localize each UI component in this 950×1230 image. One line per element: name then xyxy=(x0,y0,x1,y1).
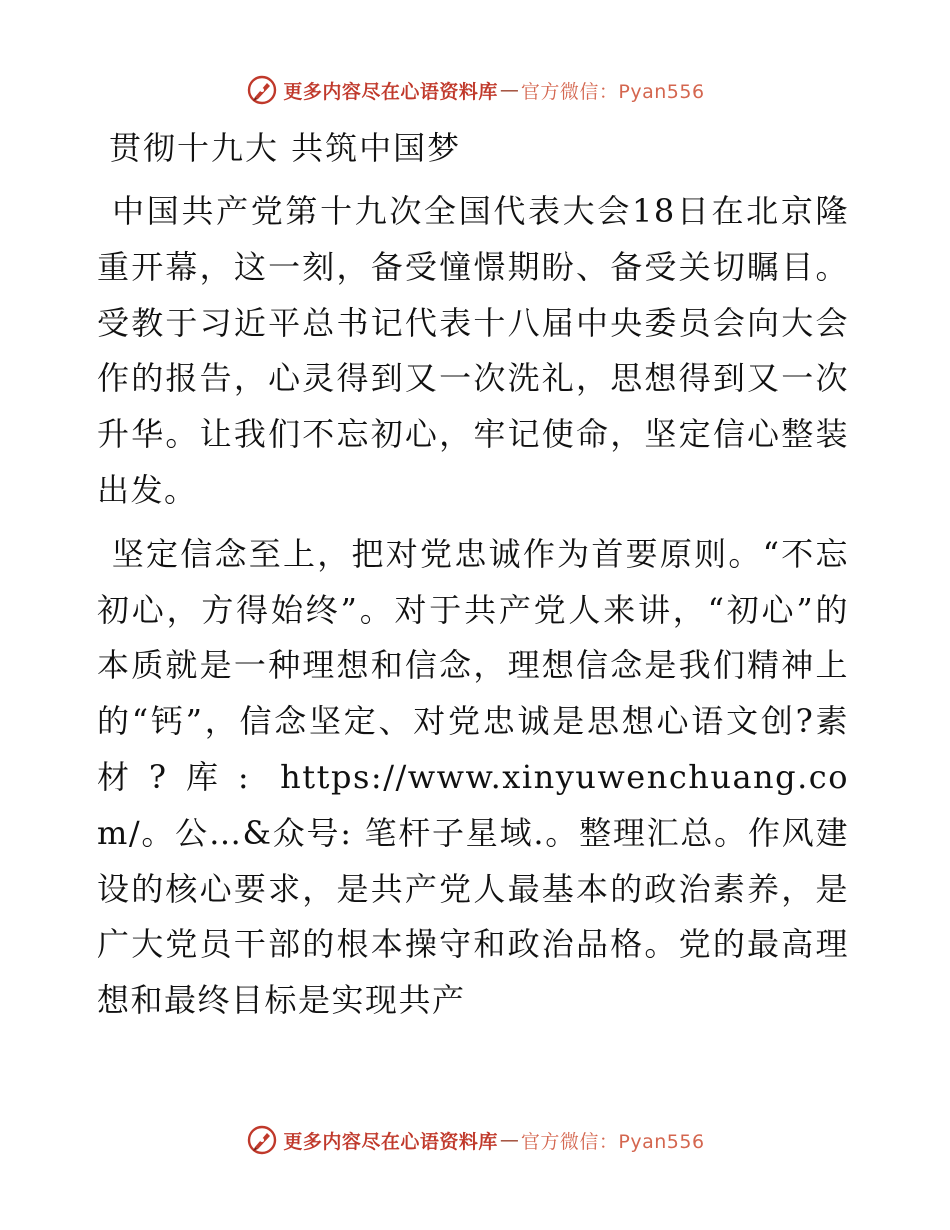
pen-logo-icon xyxy=(245,73,279,107)
pen-logo-icon xyxy=(245,1123,279,1157)
banner-separator: — xyxy=(499,79,519,101)
header-banner xyxy=(0,70,950,110)
paragraph xyxy=(97,184,849,519)
paragraph-text: 坚定信念至上，把对党忠诚作为首要原则。“不忘初心，方得始终”。对于共产党人来讲，“初心”的本质就是一种理想和信念，理想信念是我们精神上的“钙”，信念坚定、对党忠诚是思想心语文创?素材?库: https://www.xinyuwenchuang.com/。公…&众号: 笔杆子星域.。整理汇总。作风建设的核心要求，是共产党人最基本的政治素养，是广大党员干部的根本操守和政治品格。党的最高理想和最终目标是实现共产 xyxy=(97,534,849,1020)
banner-separator: — xyxy=(499,1129,519,1151)
paragraph-text: 中国共产党第十九次全国代表大会18日在北京隆重开幕，这一刻，备受憧憬期盼、备受关切瞩目。受教于习近平总书记代表十八届中央委员会向大会作的报告，心灵得到又一次洗礼，思想得到又一次升华。让我们不忘初心，牢记使命，坚定信心整装出发。 xyxy=(97,192,849,509)
footer-banner xyxy=(0,1120,950,1160)
document-title: 贯彻十九大 共筑中国梦 xyxy=(109,129,462,167)
banner-wechat: 官方微信：Pyan556 xyxy=(520,80,705,103)
paragraph xyxy=(97,527,849,1029)
banner-text: 更多内容尽在心语资料库 xyxy=(283,1130,498,1153)
banner-wechat: 官方微信：Pyan556 xyxy=(520,1130,705,1153)
document-body xyxy=(97,122,849,1037)
banner-text: 更多内容尽在心语资料库 xyxy=(283,80,498,103)
